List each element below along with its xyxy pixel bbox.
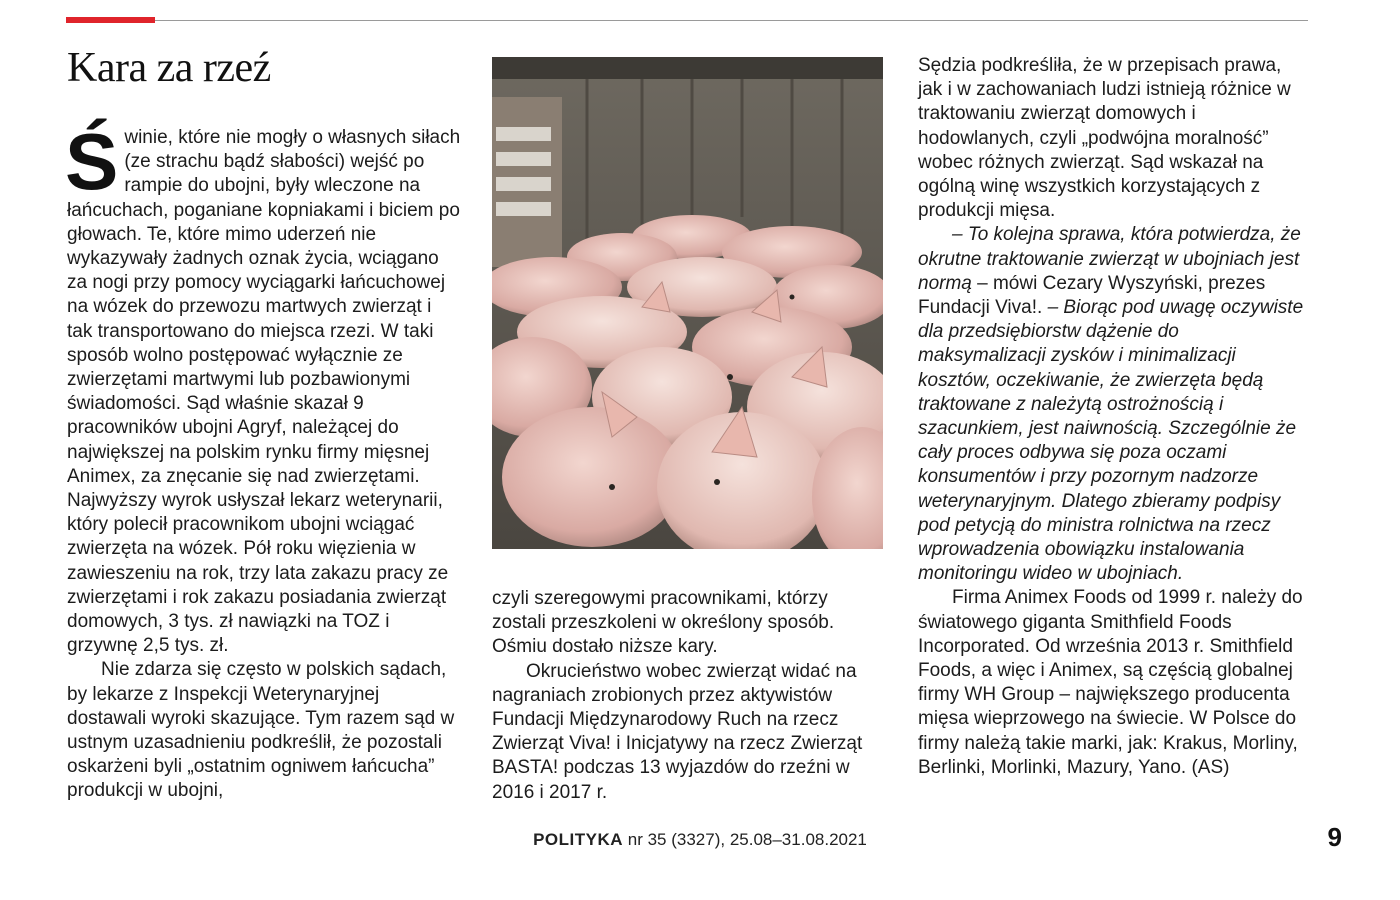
quote-paragraph (918, 223, 1310, 586)
pigs-photo (492, 57, 883, 549)
quote-attribution: – mówi Cezary Wyszyński, prezes Fundacji Viva!. (918, 272, 1266, 319)
paragraph: Okrucieństwo wobec zwierząt widać na nagraniach zrobionych przez aktywistów Fundacji Międzynarodowy Ruch na rzecz Zwierząt Viva! i Inicjatywy na rzecz Zwierząt BASTA! podczas 13 wyjazdów do rzeźni w 2016 i 2017 r. (492, 660, 863, 803)
paragraph: czyli szeregowymi pracownikami, którzy zostali przeszkoleni w określony sposób. Ośmiu dostało niższe kary. (492, 588, 835, 658)
page-footer (0, 830, 1400, 850)
article-title: Kara za rzeź (67, 45, 271, 91)
header-rule (155, 20, 1308, 21)
magazine-logo: POLITYKA (533, 830, 624, 849)
lead-paragraph-text: winie, które nie mogły o własnych siłach (ze strachu bądź słabości) wejść po rampie do ubojni, były wleczone na łańcuchach, poganiane kopniakami i biciem po głowach. Te, które mimo uderzeń nie wykazywały żadnych oznak życia, wciągano za nogi przy pomocy wyciągarki łańcuchowej na wózek do przewozu martwych zwierząt i tak transportowano do miejsca rzezi. W taki sposób wolno postępować wyłącznie ze zwierzętami martwymi lub pozbawionymi świadomości. Sąd właśnie skazał 9 pracowników ubojni Agryf, należącej do największej na polskim rynku firmy mięsnej Animex, za znęcanie się nad zwierzętami. Najwyższy wyrok usłyszał lekarz weterynarii, który polecił pracownikom ubojni wciągać zwierzęta na wózek. Pół roku więzienia w zawieszeniu na rok, trzy lata zakazu pracy ze zwierzętami i rok zakazu posiadania zwierząt domowych, 3 tys. zł nawiązki na TOZ i grzywnę 2,5 tys. zł. (67, 127, 461, 657)
paragraph: Nie zdarza się często w polskich sądach, by lekarze z Inspekcji Weterynaryjnej dostawali wyroki skazujące. Tym razem sąd w ustnym uzasadnieniu podkreślił, że pozostali oskarżeni byli „ostatnim ogniwem łańcucha” produkcji w ubojni, (67, 659, 455, 802)
article-column-1 (65, 117, 461, 804)
paragraph: Firma Animex Foods od 1999 r. należy do światowego giganta Smithfield Foods Incorporated. Od września 2013 r. Smithfield Foods, a więc i Animex, są częścią globalnej firmy WH Group – największego producenta mięsa wieprzowego na świecie. W Polsce do firmy należą takie marki, jak: Krakus, Morliny, Berlinki, Morlinki, Mazury, Yano. (AS) (918, 587, 1303, 778)
pigs-illustration (492, 57, 883, 549)
header-accent-bar (66, 17, 155, 23)
page-number: 9 (1327, 822, 1342, 852)
drop-cap: Ś (65, 117, 119, 206)
quote-text: – Biorąc pod uwagę oczywiste dla przedsiębiorstw dążenie do maksymalizacji zysków i minimalizacji kosztów, oczekiwanie, że zwierzęta będą traktowane z należytą ostrożnością i szacunkiem, jest naiwnością. Szczególnie że cały proces odbywa się poza oczami konsumentów i przy pozornym nadzorze weterynaryjnym. Dlatego zbieramy podpisy pod petycją do ministra rolnictwa na rzecz wprowadzenia obowiązku instalowania monitoringu wideo w ubojniach. (918, 297, 1304, 585)
article-column-3 (918, 54, 1310, 780)
article-column-2 (492, 587, 883, 805)
issue-info: nr 35 (3327), 25.08–31.08.2021 (623, 830, 867, 849)
lead-paragraph (65, 117, 461, 658)
paragraph: Sędzia podkreśliła, że w przepisach prawa, jak i w zachowaniach ludzi istnieją różnice w traktowaniu zwierząt domowych i hodowlanych, czyli „podwójna moralność” wobec różnych zwierząt. Sąd wskazał na ogólną winę wszystkich korzystających z produkcji mięsa. (918, 55, 1291, 222)
quote-text: – To kolejna sprawa, która potwierdza, że okrutne traktowanie zwierząt w ubojniach jest normą (918, 224, 1301, 294)
